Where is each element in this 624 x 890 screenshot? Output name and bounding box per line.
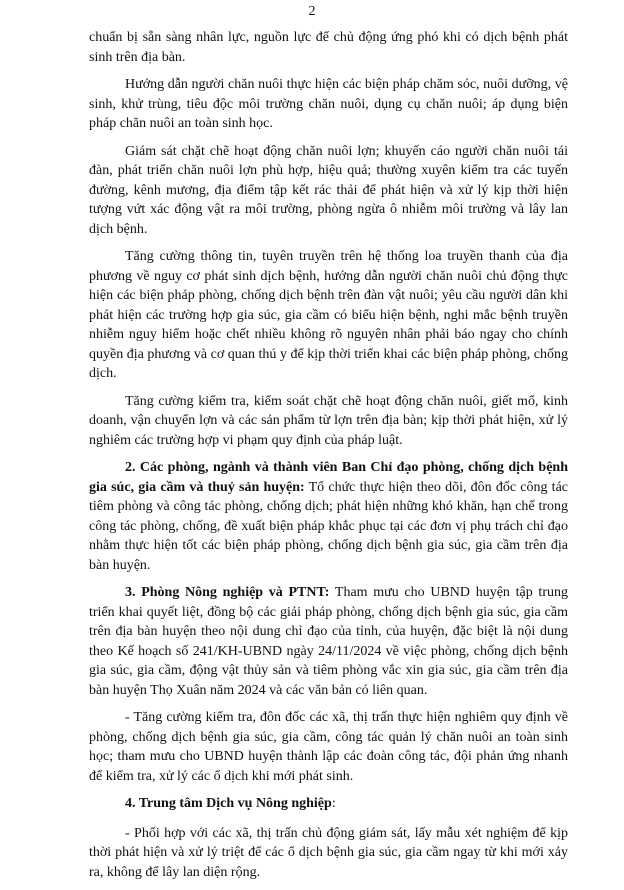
- section-4-heading-paragraph: [89, 794, 568, 814]
- paragraph-inspection: Tăng cường kiểm tra, kiểm soát chặt chẽ hoạt động chăn nuôi, giết mổ, kinh doanh, vận chuyển lợn và các sản phẩm từ lợn trên địa bàn; kịp thời phát hiện, xử lý nghiêm các trường hợp vi phạm quy định của pháp luật.: [89, 393, 568, 448]
- section-2-heading: 2. Các phòng, ngành và thành viên Ban Chỉ đạo phòng, chống dịch bệnh gia súc, gia cầm và thuỷ sản huyện:: [89, 460, 568, 495]
- page-number: 2: [308, 4, 316, 19]
- section-3-bullet: - Tăng cường kiểm tra, đôn đốc các xã, thị trấn thực hiện nghiêm quy định về phòng, chống dịch bệnh gia súc, gia cầm, công tác quản lý chăn nuôi an toàn sinh học; tham mưu cho UBND huyện thành lập các đoàn công tác, đội phản ứng nhanh để kiểm tra, xử lý các ổ dịch khi mới phát sinh.: [89, 710, 568, 784]
- document-body: [89, 28, 568, 890]
- section-3-heading: 3. Phòng Nông nghiệp và PTNT:: [125, 585, 330, 600]
- section-4-heading: 4. Trung tâm Dịch vụ Nông nghiệp: [125, 796, 332, 811]
- paragraph-pig-monitoring: Giám sát chặt chẽ hoạt động chăn nuôi lợn; khuyến cáo người chăn nuôi tái đàn, phát triển chăn nuôi lợn phù hợp, hiệu quả; thường xuyên kiểm tra các tuyến đường, kênh mương, địa điểm tập kết rác thải để phát hiện và xử lý kịp thời hiện tượng vứt xác động vật ra môi trường, phòng ngừa ô nhiễm môi trường và lây lan dịch bệnh.: [89, 143, 568, 237]
- section-3-agriculture-office: [89, 583, 568, 700]
- paragraph-communication: Tăng cường thông tin, tuyên truyền trên hệ thống loa truyền thanh của địa phương về nguy cơ phát sinh dịch bệnh, hướng dẫn người chăn nuôi chủ động thực hiện các biện pháp phòng, chống dịch bệnh trên đàn vật nuôi; yêu cầu người dân khi phát hiện các trường hợp gia súc, gia cầm có biểu hiện bệnh, nghi mắc bệnh truyền nhiễm nguy hiểm hoặc chết nhiều không rõ nguyên nhân phải báo ngay cho chính quyền địa phương và cơ quan thú y để kịp thời triển khai các biện pháp phòng, chống dịch.: [89, 249, 568, 381]
- paragraph-preparedness: chuẩn bị sẵn sàng nhân lực, nguồn lực để chủ động ứng phó khi có dịch bệnh phát sinh trên địa bàn.: [89, 30, 568, 65]
- section-4-colon: :: [331, 796, 336, 811]
- section-2-text: Tổ chức thực hiện theo dõi, đôn đốc công tác tiêm phòng và công tác phòng, chống dịch; phát hiện những khó khăn, hạn chế trong công tác phòng, chống, đề xuất biện pháp khắc phục tại các đơn vị phụ trách chỉ đạo nhằm thực hiện tốt các biện pháp phòng, chống dịch bệnh gia súc, gia cầm trên địa bàn huyện.: [89, 479, 568, 573]
- section-2-departments: [89, 458, 568, 575]
- section-3-text: Tham mưu cho UBND huyện tập trung triển khai quyết liệt, đồng bộ các giải pháp phòng, chống dịch bệnh gia súc, gia cầm trên địa bàn huyện theo nội dung chỉ đạo của tỉnh, của huyện, đặc biệt là nội dung theo Kế hoạch số 241/KH-UBND ngày 24/11/2024 về việc phòng, chống dịch bệnh gia súc, gia cầm, động vật thủy sản và tiêm phòng vắc xin gia súc, gia cầm trên địa bàn huyện Thọ Xuân năm 2024 và các văn bản có liên quan.: [89, 585, 568, 698]
- paragraph-farmer-guidance: Hướng dẫn người chăn nuôi thực hiện các biện pháp chăm sóc, nuôi dưỡng, vệ sinh, khử trùng, tiêu độc môi trường chăn nuôi, dụng cụ chăn nuôi; áp dụng biện pháp chăn nuôi an toàn sinh học.: [89, 77, 568, 131]
- section-4-bullet: - Phối hợp với các xã, thị trấn chủ động giám sát, lấy mẫu xét nghiệm để kịp thời phát hiện và xử lý triệt để các ổ dịch bệnh gia súc, gia cầm ngay từ khi mới xảy ra, không để lây lan diện rộng.: [89, 825, 568, 880]
